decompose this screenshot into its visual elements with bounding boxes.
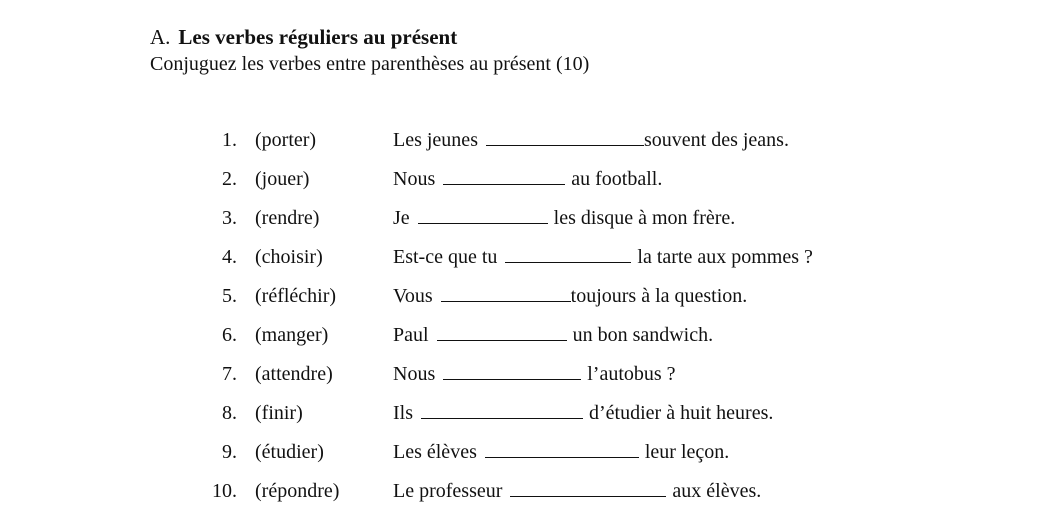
sentence-start: Le professeur [393,480,503,502]
answer-blank [485,439,639,458]
answer-blank [486,127,644,146]
item-verb: (répondre) [255,480,340,502]
answer-blank [505,244,631,263]
sentence-start: Les élèves [393,441,477,463]
item-verb: (manger) [255,324,329,346]
sentence-end: d’étudier à huit heures. [589,402,774,424]
sentence-start: Les jeunes [393,129,478,151]
item-sentence [393,439,729,465]
item-verb: (finir) [255,402,303,424]
exercise-item [0,439,1056,478]
exercise-item [0,166,1056,205]
sentence-start: Je [393,207,410,229]
item-sentence [393,166,662,192]
answer-blank [443,166,565,185]
sentence-start: Paul [393,324,429,346]
item-sentence [393,244,813,270]
section-heading [150,24,457,50]
item-sentence [393,205,735,231]
sentence-start: Nous [393,363,436,385]
sentence-end: l’autobus ? [587,363,676,385]
item-number: 3. [222,207,237,229]
item-number: 9. [222,441,237,463]
item-number: 6. [222,324,237,346]
exercise-item [0,283,1056,322]
item-number: 7. [222,363,237,385]
sentence-end: aux élèves. [672,480,762,502]
answer-blank [441,283,571,302]
exercise-item [0,205,1056,244]
item-verb: (porter) [255,129,317,151]
exercise-item [0,400,1056,439]
item-sentence [393,400,773,426]
sentence-start: Nous [393,168,436,190]
sentence-end: leur leçon. [644,441,730,463]
section-letter: A. [150,25,171,49]
sentence-end: au football. [571,168,663,190]
item-sentence [393,127,789,153]
exercise-item [0,127,1056,166]
item-sentence [393,361,676,387]
sentence-start: Vous [393,285,433,307]
sentence-start: Est-ce que tu [393,246,498,268]
item-sentence [393,478,761,504]
answer-blank [418,205,548,224]
item-number: 8. [222,402,237,424]
section-title: Les verbes réguliers au présent [178,25,458,49]
sentence-start: Ils [393,402,413,424]
answer-blank [437,322,567,341]
answer-blank [421,400,583,419]
sentence-end: la tarte aux pommes ? [637,246,813,268]
item-verb: (réfléchir) [255,285,337,307]
item-verb: (jouer) [255,168,310,190]
item-verb: (rendre) [255,207,320,229]
exercise-item [0,322,1056,361]
item-number: 2. [222,168,237,190]
instructions: Conjuguez les verbes entre parenthèses au présent (10) [150,53,590,75]
exercise-item [0,478,1056,517]
sentence-end: toujours à la question. [570,285,748,307]
item-sentence [393,283,747,309]
sentence-end: un bon sandwich. [572,324,714,346]
sentence-end: souvent des jeans. [643,129,789,151]
item-verb: (étudier) [255,441,324,463]
answer-blank [443,361,581,380]
item-verb: (attendre) [255,363,333,385]
item-number: 10. [212,480,237,502]
item-verb: (choisir) [255,246,323,268]
item-number: 5. [222,285,237,307]
exercise-item [0,361,1056,400]
exercise-item [0,244,1056,283]
sentence-end: les disque à mon frère. [553,207,736,229]
answer-blank [510,478,666,497]
exercise-list [0,127,1056,517]
item-sentence [393,322,713,348]
item-number: 4. [222,246,237,268]
item-number: 1. [222,129,237,151]
